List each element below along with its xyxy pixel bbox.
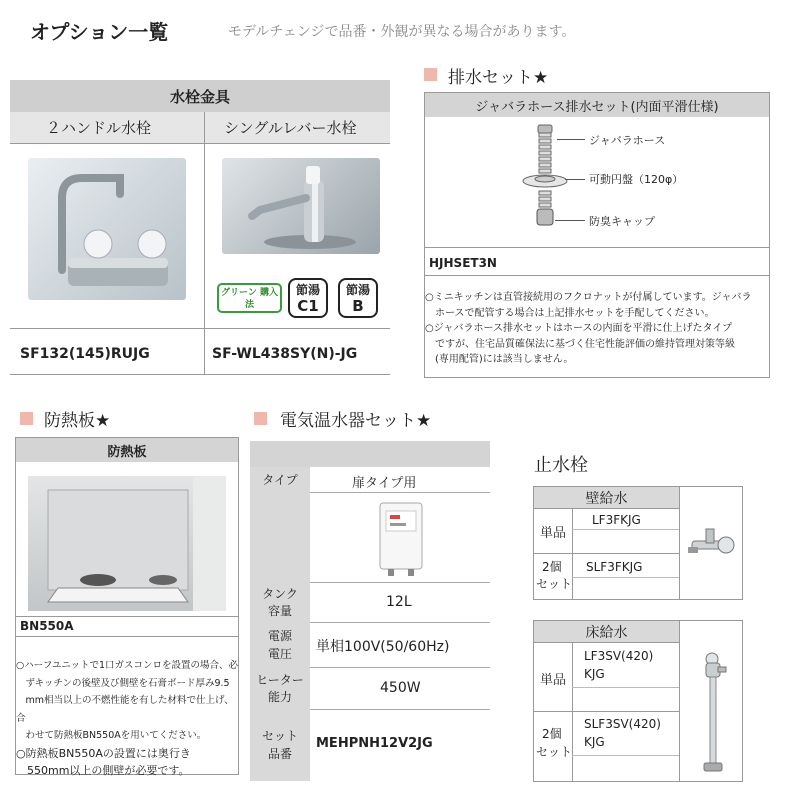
wall-row2-code: SLF3FKJG [586,560,643,574]
heatplate-box-header [16,438,238,462]
floor-supply-header [534,621,679,643]
drain-note-line: ですが、住宅品質確保法に基づく住宅性能評価の維持管理対策等級 [425,338,735,350]
c1-badge-bottom: C1 [297,297,319,315]
heater-table-top-band [250,441,490,467]
heater-tank-label-1: タンク [262,587,298,601]
drain-notes [425,290,769,368]
heater-type-value: 扉タイプ用 [352,476,417,491]
heatplate-note-line: ○ハーフユニットで1口ガスコンロを設置の場合、必 [16,660,239,671]
b-badge-bottom: B [352,297,364,315]
two-handle-faucet-image [28,158,186,300]
hose-leader-line [557,139,585,140]
heater-set-label-cell [250,710,310,781]
heatplate-box-header-text: 防熱板 [107,444,147,460]
floor-row2-code-1: SLF3SV(420) [584,717,661,731]
green-purchase-badge [217,283,282,313]
floor-row2-label-1: 2個 [542,727,562,741]
faucet-section-title: 水栓金具 [169,87,230,106]
faucet-bottom-border [10,374,390,375]
floor-row2-code-2: KJG [584,735,605,749]
heater-power-row [250,623,490,668]
heatplate-note-line: わせて防熱板BN550Aを用いてください。 [16,730,207,741]
heatplate-notes [16,657,238,780]
wall-supply-table [533,486,743,600]
heater-tank-value: 12L [386,594,412,610]
wall-row1-label: 単品 [540,526,567,541]
drain-note-line: (専用配管)には該当しません。 [425,354,574,365]
heater-capacity-value: 450W [380,680,421,696]
heater-capacity-label-1: ヒーター [256,673,304,687]
heater-power-label-2: 電圧 [267,647,292,661]
heatplate-note-line: 550mm以上の側壁が必要です。 [16,764,190,777]
single-lever-faucet-image [222,158,380,254]
wall-stop-valve-icon [686,523,738,563]
heater-power-value: 単相100V(50/60Hz) [316,639,450,655]
b-badge-top: 節湯 [345,283,370,297]
floor-image-divider [679,621,680,781]
drain-label-hose: ジャバラホース [589,134,666,147]
heatplate-note-line: ○防熱板BN550Aの設置には奥行き [16,746,191,760]
heatplate-note-line: mm相当以上の不燃性能を有した材料で仕上げ、合 [16,695,234,724]
floor-row1-code-2: KJG [584,667,605,681]
heater-type-row [250,467,490,493]
floor-stop-valve-icon [696,647,730,777]
faucet-col1-code: SF132(145)RUJG [20,346,150,362]
floor-supply-table [533,620,743,782]
faucet-section-header [10,80,390,112]
floor-row-divider [534,711,679,712]
heatplate-box [15,437,239,775]
floor-row1-inner-divider [572,687,679,688]
heater-set-label-2: 品番 [267,747,292,761]
heater-type-label: タイプ [262,473,298,487]
drain-section-marker [424,68,437,81]
floor-row2-label-2: セット [536,745,573,759]
wall-row1-inner-divider [572,529,679,530]
floor-row1-label: 単品 [540,673,567,688]
heater-set-row [250,710,490,781]
drain-code: HJHSET3N [429,256,497,270]
heatplate-section-title: 防熱板★ [44,411,111,431]
heater-capacity-row [250,668,490,710]
drain-label-disc: 可動円盤（120φ） [589,173,684,186]
faucet-column-headers [10,112,390,144]
heatplate-code-divider-bottom [16,636,238,637]
wall-row-divider [534,553,679,554]
heatplate-code-divider-top [16,616,238,617]
heater-set-value: MEHPNH12V2JG [316,736,433,751]
heater-tank-row [250,583,490,623]
floor-row2-inner-divider [572,755,679,756]
drain-box-header-text: ジャバラホース排水セット(内面平滑仕様) [475,99,719,115]
heater-tank-label-2: 容量 [267,604,292,618]
c1-badge-top: 節湯 [295,283,320,297]
drain-label-cap: 防臭キャップ [589,215,655,228]
heater-table [250,441,490,781]
heatplate-image [28,476,226,611]
drain-note-line: ○ジャバラホース排水セットはホースの内面を平滑に仕上げたタイプ [425,323,733,334]
wall-supply-title: 壁給水 [585,490,628,507]
wall-row2-label-2: セット [536,577,573,591]
page-subtitle: モデルチェンジで品番・外観が異なる場合があります。 [228,24,576,40]
drain-box-header [425,93,769,117]
heater-tank-label-cell [250,583,310,623]
water-saving-b-badge [338,278,378,318]
heater-capacity-label-cell [250,668,310,710]
faucet-col2-title: シングルレバー水栓 [224,119,357,137]
floor-label-divider [572,643,573,781]
page-title: オプション一覧 [30,20,169,44]
heatplate-section-marker [20,412,33,425]
drain-code-divider-top [425,247,769,248]
floor-supply-title: 床給水 [585,624,628,641]
wall-row2-inner-divider [572,577,679,578]
water-heater-image [376,501,426,577]
wall-image-divider [679,487,680,599]
wall-label-divider [572,509,573,599]
faucet-col1-title: ２ハンドル水栓 [46,119,152,137]
floor-row1-code-1: LF3SV(420) [584,649,654,663]
wall-row1-code: LF3FKJG [592,513,641,527]
heatplate-note-line: ずキッチンの後壁及び側壁を石膏ボード厚み9.5 [16,677,230,689]
heater-section-marker [254,412,267,425]
heater-power-label-cell [250,623,310,668]
heater-type-label-cell [250,467,310,493]
disc-leader-line [565,179,585,180]
stopvalve-section-title: 止水栓 [534,455,588,476]
heater-power-label-1: 電源 [267,629,292,643]
faucet-column-divider [204,112,205,374]
drain-note-line: ○ミニキッチンは直管接続用のフクロナットが付属しています。ジャバラ [425,292,752,303]
faucet-col2-code: SF-WL438SY(N)-JG [212,346,358,362]
wall-supply-header [534,487,679,509]
cap-leader-line [555,220,585,221]
drain-code-divider-bottom [425,275,769,276]
green-badge-label: グリーン 購入法 [221,288,278,310]
faucet-code-divider [10,328,390,329]
heatplate-code: BN550A [20,619,74,633]
heater-section-title: 電気温水器セット★ [280,411,432,431]
drain-section-title: 排水セット★ [448,68,549,88]
heater-set-label-1: セット [261,729,298,743]
drain-box [424,92,770,378]
heater-capacity-label-2: 能力 [267,690,292,704]
water-saving-c1-badge [288,278,328,318]
wall-row2-label-1: 2個 [542,560,562,574]
heater-image-row [250,493,490,583]
heater-image-label-cell [250,493,310,583]
drain-note-line: ホースで配管する場合は上記排水セットを手配してください。 [425,307,715,319]
